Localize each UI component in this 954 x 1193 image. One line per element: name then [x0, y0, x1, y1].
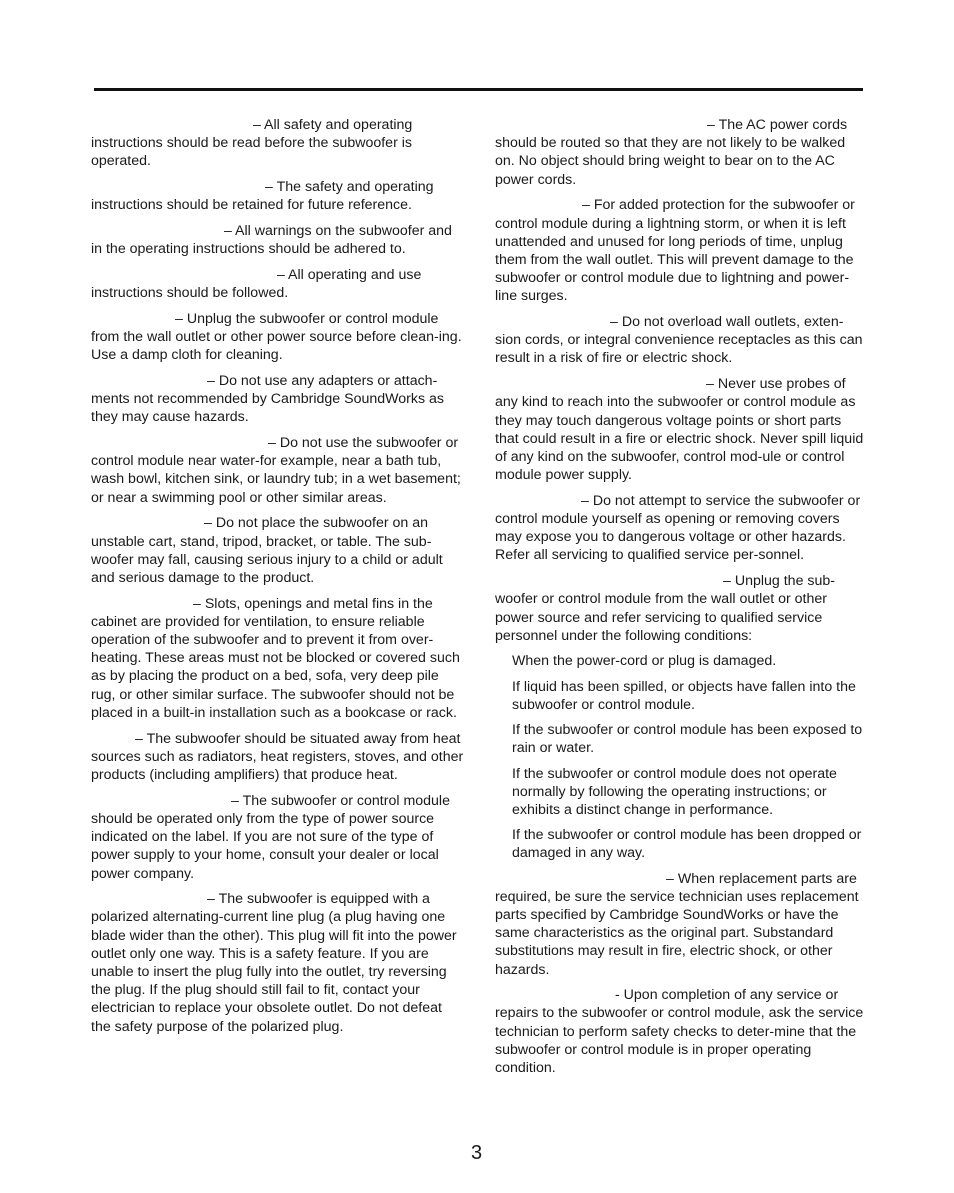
instruction-text: – Unplug the subwoofer or control module from the wall outlet or other power source before clean-ing. Use a damp cloth for cleaning.: [91, 310, 462, 364]
safety-instruction: [91, 222, 465, 258]
safety-instruction: [91, 730, 465, 785]
page-number-text: 3: [470, 1142, 483, 1164]
safety-instruction: [91, 792, 465, 883]
instruction-text: – Do not use any adapters or attach-ments not recommended by Cambridge SoundWorks as they may cause hazards.: [91, 372, 445, 426]
instruction-text: – The subwoofer or control module should be operated only from the type of power source indicated on the label. If you are not sure of the type of power supply to your home, consult your dealer or local power company.: [91, 792, 450, 882]
header-rule: [94, 88, 863, 91]
safety-instruction: [91, 890, 465, 1036]
safety-instruction: [91, 434, 465, 507]
instruction-text: – Do not overload wall outlets, exten-sion cords, or integral convenience receptacles as this can result in a risk of fire or electric shock.: [495, 314, 863, 367]
page-number: [0, 1142, 954, 1165]
instruction-text: – Unplug the sub-woofer or control module from the wall outlet or other power source and refer servicing to qualified service personnel under the following conditions:: [495, 573, 835, 644]
instruction-text: – Do not use the subwoofer or control module near water-for example, near a bath tub, wash bowl, kitchen sink, or laundry tub; in a wet basement; or near a swimming pool or other similar areas.: [91, 435, 461, 506]
safety-instruction: [91, 310, 465, 365]
service-condition-item: If the subwoofer or control module has been dropped or damaged in any way.: [512, 827, 862, 862]
instruction-text: – Do not place the subwoofer on an unstable cart, stand, tripod, bracket, or table. The sub-woofer may fall, causing serious injury to a child or adult and serious damage to the product.: [91, 515, 443, 586]
right-column: [495, 116, 865, 1085]
safety-instruction: [495, 870, 865, 979]
instruction-text: – The AC power cords should be routed so that they are not likely to be walked on. No object should bring weight to bear on to the AC power cords.: [495, 117, 848, 188]
instruction-text: – For added protection for the subwoofer or control module during a lightning storm, or when it is left unattended and unused for long periods of time, unplug them from the wall outlet. This will prevent damage to the subwoofer or control module due to lightning and power-line surges.: [495, 197, 855, 305]
service-condition-item: If the subwoofer or control module has been exposed to rain or water.: [512, 722, 863, 757]
service-condition-item: When the power-cord or plug is damaged.: [512, 653, 777, 670]
instruction-text: – All warnings on the subwoofer and in the operating instructions should be adhered to.: [91, 223, 452, 258]
safety-instruction: [495, 572, 865, 645]
safety-instruction: [495, 375, 865, 484]
safety-instruction: [495, 986, 865, 1077]
instruction-text: – The safety and operating instructions should be retained for future reference.: [91, 179, 434, 214]
safety-instruction: [91, 266, 465, 302]
instruction-text: - Upon completion of any service or repairs to the subwoofer or control module, ask the service technician to perform safety checks to deter-mine that the subwoofer or control module is in proper operating condition.: [495, 987, 864, 1077]
safety-instruction: [495, 116, 865, 189]
safety-instruction: [91, 178, 465, 214]
instruction-text: – All operating and use instructions should be followed.: [91, 266, 422, 302]
safety-instruction: [495, 313, 865, 368]
instruction-text: – Do not attempt to service the subwoofer or control module yourself as opening or removing covers may expose you to dangerous voltage or other hazards. Refer all servicing to qualified service per-sonnel.: [495, 492, 861, 564]
instruction-text: – The subwoofer is equipped with a polarized alternating-current line plug (a plug having one blade wider than the other). This plug will fit into the power outlet only one way. This is a safety feature. If you are unable to insert the plug fully into the outlet, try reversing the plug. If the plug should still fail to fit, contact your electrician to replace your obsolete outlet. Do not defeat the safety purpose of the polarized plug.: [91, 891, 457, 1035]
safety-instruction: [495, 196, 865, 305]
left-column: [91, 116, 465, 1043]
safety-instruction: [91, 514, 465, 587]
instruction-text: – Slots, openings and metal fins in the cabinet are provided for ventilation, to ensure reliable operation of the subwoofer and to prevent it from over-heating. These areas must not be blocked or covered such as by placing the product on a bed, sofa, very deep pile rug, or other similar surface. The subwoofer should not be placed in a built-in installation such as a bookcase or rack.: [91, 595, 460, 721]
service-condition-item: If liquid has been spilled, or objects have fallen into the subwoofer or control module.: [512, 678, 856, 713]
safety-instruction: [91, 595, 465, 722]
safety-instruction: [91, 116, 465, 171]
safety-instruction: [91, 372, 465, 427]
instruction-text: – All safety and operating instructions should be read before the subwoofer is operated.: [91, 117, 413, 170]
instruction-text: – When replacement parts are required, be sure the service technician uses replacement parts specified by Cambridge SoundWorks or have the same characteristics as the original part. Substandard substitutions may result in fire, electric shock, or other hazards.: [495, 870, 859, 978]
service-condition-item: If the subwoofer or control module does not operate normally by following the operating instructions; or exhibits a distinct change in performance.: [512, 765, 837, 818]
instruction-text: – The subwoofer should be situated away from heat sources such as radiators, heat registers, stoves, and other products (including amplifiers) that produce heat.: [91, 730, 464, 783]
safety-instruction: [495, 492, 865, 565]
instruction-text: – Never use probes of any kind to reach into the subwoofer or control module as they may touch dangerous voltage points or short parts that could result in a fire or electric shock. Never spill liquid of any kind on the subwoofer, control mod-ule or control module power supply.: [495, 376, 864, 484]
